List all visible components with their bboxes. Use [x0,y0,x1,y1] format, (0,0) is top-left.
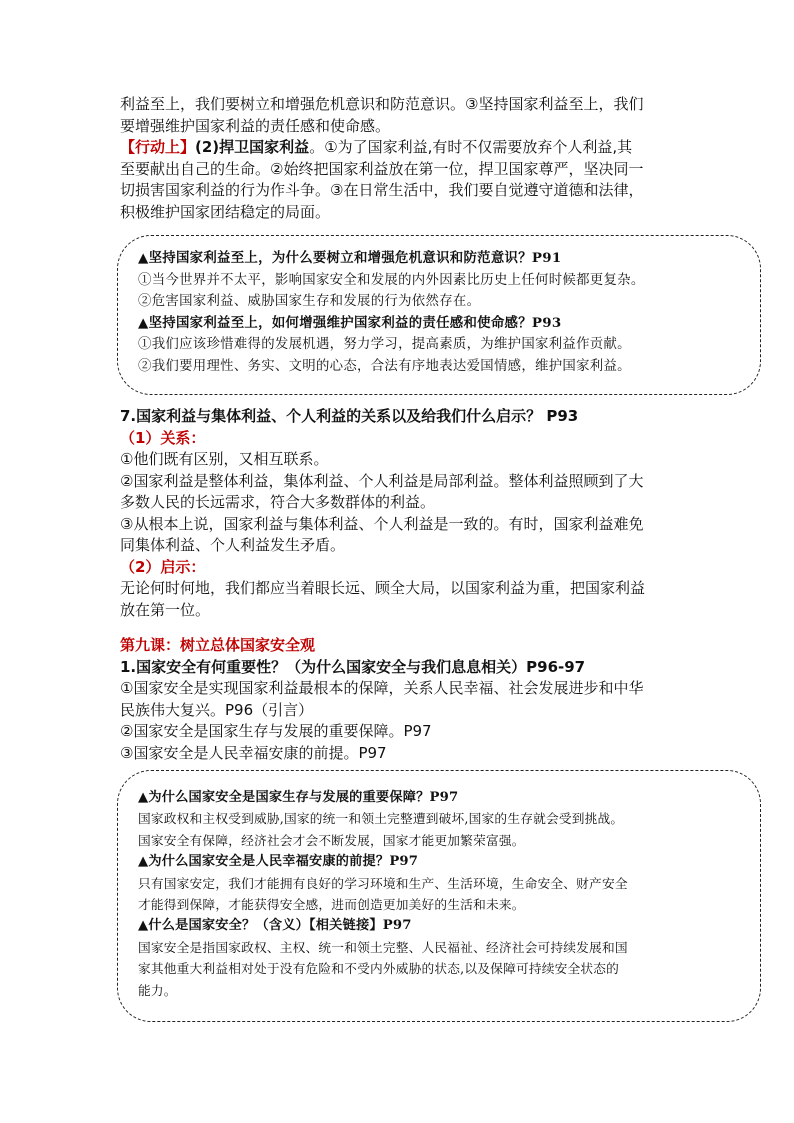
top-paragraph [120,94,680,223]
question-heading: ▲坚持国家利益至上，为什么要树立和增强危机意识和防范意识？P91 [138,250,562,266]
answer-line: ②我们要用理性、务实、文明的心态，合法有序地表达爱国情感，维护国家利益。 [138,358,631,374]
answer-line: 国家安全有保障，经济社会才会不断发展，国家才能更加繁荣富强。 [138,832,525,848]
note-box-1 [117,235,761,395]
answer-line: ②危害国家利益、威胁国家生存和发展的行为依然存在。 [138,294,481,309]
question-title: 7.国家利益与集体利益、个人利益的关系以及给我们什么启示？ P93 [120,407,579,425]
question-heading [138,915,746,936]
text-line: ②国家利益是整体利益，集体利益、个人利益是局部利益。整体利益照顾到了大 [120,471,644,490]
text-fragment: 。①为了国家利益,有时不仅需要放弃个人利益,其 [309,138,633,156]
answer-line: 国家政权和主权受到威胁,国家的统一和领土完整遭到破坏,国家的生存就会受到挑战。 [138,811,624,827]
text-line: ③从根本上说，国家利益与集体利益、个人利益是一致的。有时，国家利益难免 [120,514,644,533]
text-line: 要增强维护国家利益的责任感和使命感。 [120,116,391,135]
question-heading: ▲坚持国家利益至上，如何增强维护国家利益的责任感和使命感？P93 [138,314,562,331]
question-7-section [120,406,680,621]
lesson-9-section [120,635,680,764]
text-line: 至要献出自己的生命。②始终把国家利益放在第一位，捍卫国家尊严，坚决同一 [120,159,644,178]
lesson-title: 第九课：树立总体国家安全观 [120,636,316,654]
text-line: ①国家安全是实现国家利益最根本的保障，关系人民幸福、社会发展进步和中华 [120,679,644,697]
action-tag: 【行动上】 [120,138,196,156]
action-title: 捍卫国家利益 [219,138,310,156]
question-heading: ▲为什么国家安全是人民幸福安康的前提？P97 [138,854,419,870]
answer-line: ①我们应该珍惜难得的发展机遇，努力学习，提高素质，为维护国家利益作贡献。 [138,337,631,352]
note-box-2 [117,770,761,1022]
answer-line: 只有国家安定，我们才能拥有良好的学习环境和生产、生活环境，生命安全、财产安全 [138,875,628,891]
answer-line: 家其他重大利益相对处于没有危险和不受内外威胁的状态,以及保障可持续安全状态的 [138,961,620,977]
text-line: 切损害国家利益的行为作斗争。③在日常生活中，我们要自觉遵守道德和法律， [120,181,644,199]
text-line: ②国家安全是国家生存与发展的重要保障。P97 [120,722,432,740]
text-line: 同集体利益、个人利益发生矛盾。 [120,536,346,554]
answer-line: ①当今世界并不太平，影响国家安全和发展的内外因素比历史上任何时候都更复杂。 [138,272,645,288]
text-line: 利益至上，我们要树立和增强危机意识和防范意识。③坚持国家利益至上，我们 [120,95,644,113]
text-line: 积极维护国家团结稳定的局面。 [120,202,331,221]
subheading-relation: （1）关系： [120,428,206,447]
action-line [120,137,680,159]
question-heading: ▲为什么国家安全是国家生存与发展的重要保障？P97 [138,790,459,805]
page-ref: P97 [382,918,412,934]
text-line: ①他们既有区别，又相互联系。 [120,450,329,468]
related-link-tag: 【相关链接】 [309,918,383,934]
subheading-insight: （2）启示： [120,557,206,576]
answer-line: 国家安全是指国家政权、主权、统一和领土完整、人民福祉、经济社会可持续发展和国 [138,939,628,955]
text-line: 民族伟大复兴。P96（引言） [120,700,314,719]
answer-line: 才能得到保障，才能获得安全感，进而创造更加美好的生活和未来。 [138,897,525,913]
text-line: ③国家安全是人民幸福安康的前提。P97 [120,743,387,762]
heading-fragment: ▲什么是国家安全？（含义） [138,918,309,934]
text-line: 放在第一位。 [120,600,211,619]
action-num: (2) [195,138,220,156]
text-line: 无论何时何地，我们都应当着眼长远、顾全大局，以国家利益为重，把国家利益 [120,579,646,597]
answer-line: 能力。 [138,982,177,998]
question-title: 1.国家安全有何重要性？（为什么国家安全与我们息息相关）P96-97 [120,657,586,676]
text-line: 多数人民的长远需求，符合大多数群体的利益。 [120,493,436,511]
